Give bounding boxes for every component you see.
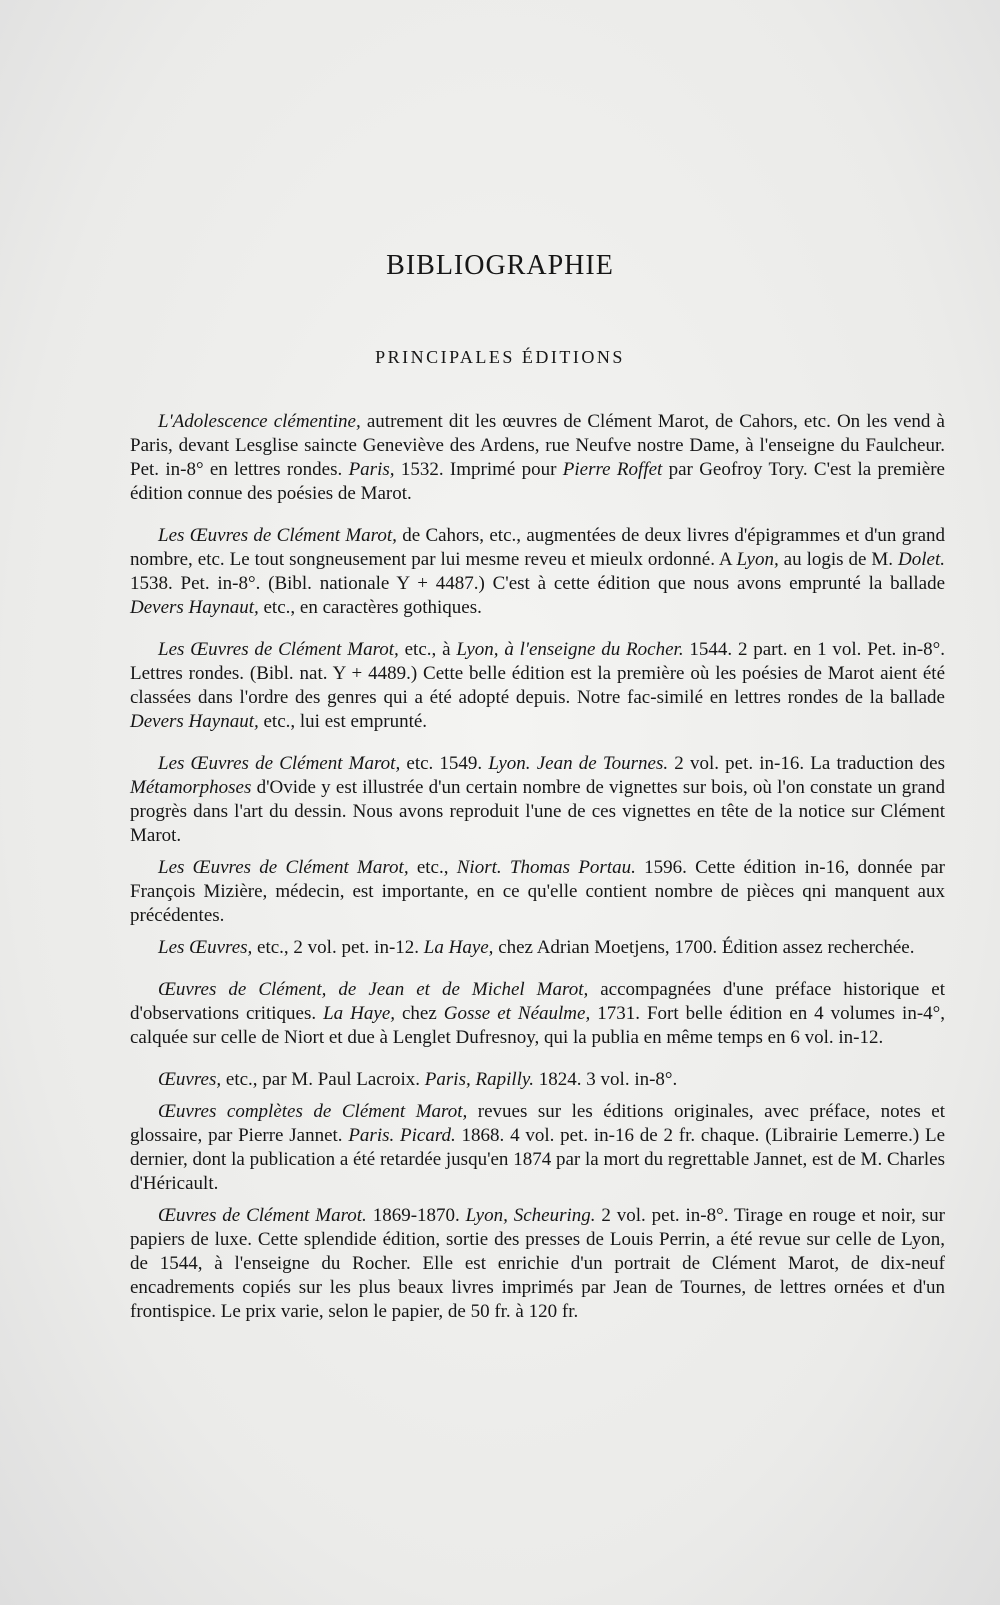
bibliography-entry: Œuvres complètes de Clément Marot, revues sur les éditions originales, avec préface, notes et glossaire, par Pierre Jannet. Paris. Picard. 1868. 4 vol. pet. in-16 de 2 fr. chaque. (Librairie Lemerre.) Le dernier, dont la publication a été retardée jusqu'en 1874 par la mort du regrettable Jannet, est de M. Charles d'Héricault. [130,1101,945,1194]
bibliography-entry: L'Adolescence clémentine, autrement dit les œuvres de Clément Marot, de Cahors, etc. On les vend à Paris, devant Lesglise saincte Geneviève des Ardens, rue Neufve nostre Dame, à l'enseigne du Faulcheur. Pet. in-8° en lettres rondes. Paris, 1532. Imprimé pour Pierre Roffet par Geofroy Tory. C'est la première édition connue des poésies de Marot. [130,411,945,504]
bibliography-entry: Œuvres, etc., par M. Paul Lacroix. Paris, Rapilly. 1824. 3 vol. in-8°. [158,1069,678,1090]
bibliography-entry: Les Œuvres de Clément Marot, de Cahors, etc., augmentées de deux livres d'épigrammes et d'un grand nombre, etc. Le tout songneusement par lui mesme reveu et mieulx ordonné. A Lyon, au logis de M. Dolet. 1538. Pet. in-8°. (Bibl. nationale Y + 4487.) C'est à cette édition que nous avons emprunté la ballade Devers Haynaut, etc., en caractères gothiques. [130,525,946,618]
bibliography-list [130,410,945,1342]
bibliography-entry: Les Œuvres de Clément Marot, etc. 1549. Lyon. Jean de Tournes. 2 vol. pet. in-16. La traduction des Métamorphoses d'Ovide y est illustrée d'un certain nombre de vignettes sur bois, où l'on constate un grand progrès dans l'art du dessin. Nous avons reproduit l'une de ces vignettes en tête de la notice sur Clément Marot. [130,753,945,846]
bibliography-entry: Œuvres de Clément, de Jean et de Michel Marot, accompagnées d'une préface historique et d'observations critiques. La Haye, chez Gosse et Néaulme, 1731. Fort belle édition en 4 volumes in-4°, calquée sur celle de Niort et due à Lenglet Dufresnoy, qui la publia en même temps en 6 vol. in-12. [130,979,946,1048]
page-title: BIBLIOGRAPHIE [386,250,614,281]
bibliography-entry: Les Œuvres, etc., 2 vol. pet. in-12. La Haye, chez Adrian Moetjens, 1700. Édition assez recherchée. [158,937,915,958]
bibliography-entry: Les Œuvres de Clément Marot, etc., Niort. Thomas Portau. 1596. Cette édition in-16, donnée par François Mizière, médecin, est importante, en ce qu'elle contient nombre de pièces qni manquent aux précédentes. [130,857,945,926]
section-subtitle: PRINCIPALES ÉDITIONS [375,347,625,367]
bibliography-entry: Œuvres de Clément Marot. 1869-1870. Lyon, Scheuring. 2 vol. pet. in-8°. Tirage en rouge et noir, sur papiers de luxe. Cette splendide édition, sortie des presses de Louis Perrin, a été revue sur celle de Lyon, de 1544, à l'enseigne du Rocher. Elle est enrichie d'un portrait de Clément Marot, de dix-neuf encadrements copiés sur les plus beaux livres imprimés par Jean de Tournes, de lettres ornées et d'un frontispice. Le prix varie, selon le papier, de 50 fr. à 120 fr. [130,1205,946,1322]
bibliography-entry: Les Œuvres de Clément Marot, etc., à Lyon, à l'enseigne du Rocher. 1544. 2 part. en 1 vol. Pet. in-8°. Lettres rondes. (Bibl. nat. Y + 4489.) Cette belle édition est la première où les poésies de Marot aient été classées dans l'ordre des genres qui a été adopté depuis. Notre fac-similé en lettres rondes de la ballade Devers Haynaut, etc., lui est emprunté. [130,639,946,732]
